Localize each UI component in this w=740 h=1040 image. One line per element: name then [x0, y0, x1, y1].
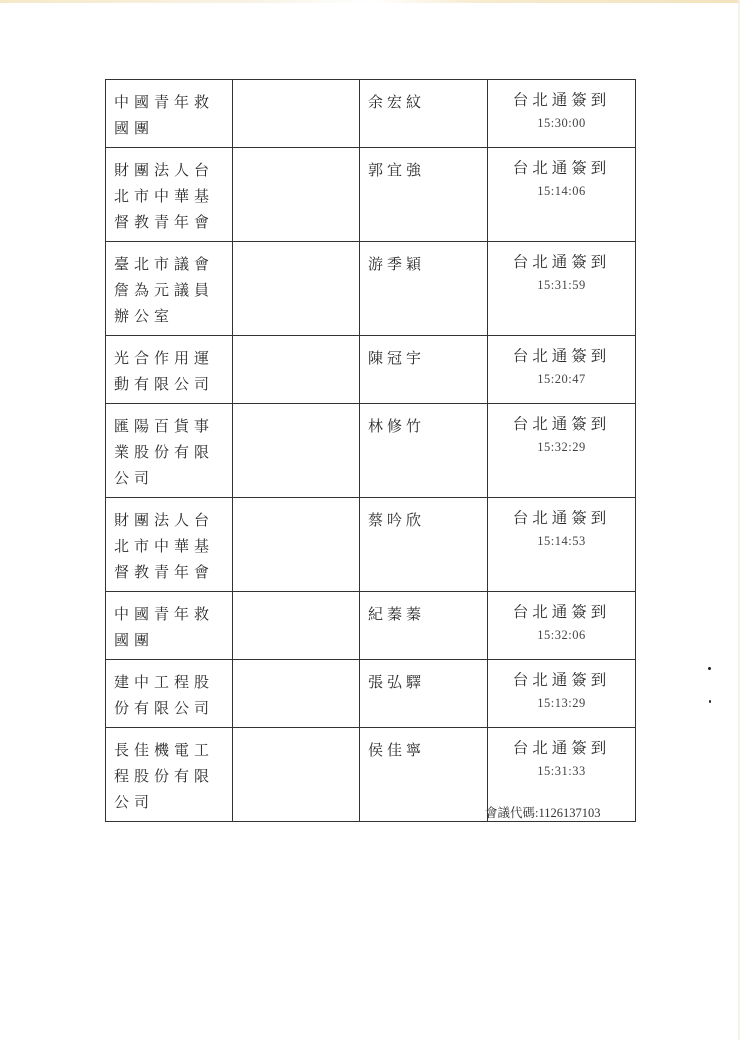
page-top-edge	[0, 0, 740, 3]
organization-name: 財團法人台北市中華基督教青年會	[114, 161, 215, 231]
status-cell	[488, 660, 636, 728]
signin-method: 台北通簽到	[512, 347, 611, 365]
blank-cell	[233, 660, 360, 728]
signin-time: 15:32:06	[537, 628, 586, 642]
status-cell	[488, 80, 636, 148]
organization-name: 長佳機電工程股份有限公司	[114, 741, 215, 811]
attendee-name: 蔡吟欣	[368, 511, 426, 529]
blank-cell	[233, 148, 360, 242]
signin-time: 15:30:00	[537, 116, 586, 130]
organization-name: 匯陽百貨事業股份有限公司	[114, 417, 215, 487]
attendee-name: 游季穎	[368, 255, 426, 273]
attendee-name: 郭宜強	[368, 161, 426, 179]
blank-cell	[233, 336, 360, 404]
name-cell	[360, 660, 488, 728]
org-cell	[106, 728, 233, 822]
table-row	[106, 242, 636, 336]
signin-method: 台北通簽到	[512, 91, 611, 109]
status-cell	[488, 404, 636, 498]
signin-method: 台北通簽到	[512, 159, 611, 177]
signin-time: 15:31:59	[537, 278, 586, 292]
org-cell	[106, 336, 233, 404]
table-row	[106, 498, 636, 592]
name-cell	[360, 336, 488, 404]
table-row	[106, 404, 636, 498]
org-cell	[106, 80, 233, 148]
table-row	[106, 148, 636, 242]
meeting-code-label: 會議代碼:	[485, 806, 539, 820]
org-cell	[106, 660, 233, 728]
table-row	[106, 592, 636, 660]
meeting-code-value: 1126137103	[538, 806, 601, 820]
organization-name: 建中工程股份有限公司	[114, 673, 215, 717]
status-cell	[488, 336, 636, 404]
status-cell	[488, 148, 636, 242]
signin-method: 台北通簽到	[512, 253, 611, 271]
status-cell	[488, 498, 636, 592]
signin-time: 15:20:47	[537, 372, 586, 386]
signin-method: 台北通簽到	[512, 603, 611, 621]
signin-time: 15:13:29	[537, 696, 586, 710]
attendee-name: 張弘驛	[368, 673, 426, 691]
scan-speck	[709, 700, 711, 703]
blank-cell	[233, 80, 360, 148]
signin-method: 台北通簽到	[512, 415, 611, 433]
table-row	[106, 660, 636, 728]
blank-cell	[233, 498, 360, 592]
org-cell	[106, 148, 233, 242]
organization-name: 中國青年救國團	[114, 93, 215, 137]
signin-method: 台北通簽到	[512, 509, 611, 527]
signin-time: 15:14:53	[537, 534, 586, 548]
signin-time: 15:32:29	[537, 440, 586, 454]
signin-table	[105, 79, 636, 822]
organization-name: 財團法人台北市中華基督教青年會	[114, 511, 215, 581]
blank-cell	[233, 242, 360, 336]
name-cell	[360, 242, 488, 336]
status-cell	[488, 242, 636, 336]
signin-table-body	[106, 80, 636, 822]
table-row	[106, 336, 636, 404]
attendee-name: 陳冠宇	[368, 349, 426, 367]
name-cell	[360, 80, 488, 148]
org-cell	[106, 592, 233, 660]
attendee-name: 侯佳寧	[368, 741, 426, 759]
blank-cell	[233, 728, 360, 822]
org-cell	[106, 242, 233, 336]
signin-time: 15:14:06	[537, 184, 586, 198]
name-cell	[360, 498, 488, 592]
blank-cell	[233, 404, 360, 498]
org-cell	[106, 498, 233, 592]
table-row	[106, 80, 636, 148]
status-cell	[488, 592, 636, 660]
name-cell	[360, 404, 488, 498]
organization-name: 臺北市議會詹為元議員辦公室	[114, 255, 215, 325]
name-cell	[360, 148, 488, 242]
signin-time: 15:31:33	[537, 764, 586, 778]
blank-cell	[233, 592, 360, 660]
name-cell	[360, 592, 488, 660]
meeting-code	[485, 803, 601, 821]
organization-name: 中國青年救國團	[114, 605, 215, 649]
attendee-name: 林修竹	[368, 417, 426, 435]
attendee-name: 余宏紋	[368, 93, 426, 111]
attendee-name: 紀蓁蓁	[368, 605, 426, 623]
signin-method: 台北通簽到	[512, 671, 611, 689]
name-cell	[360, 728, 488, 822]
scan-speck	[708, 667, 711, 670]
organization-name: 光合作用運動有限公司	[114, 349, 215, 393]
org-cell	[106, 404, 233, 498]
signin-method: 台北通簽到	[512, 739, 611, 757]
